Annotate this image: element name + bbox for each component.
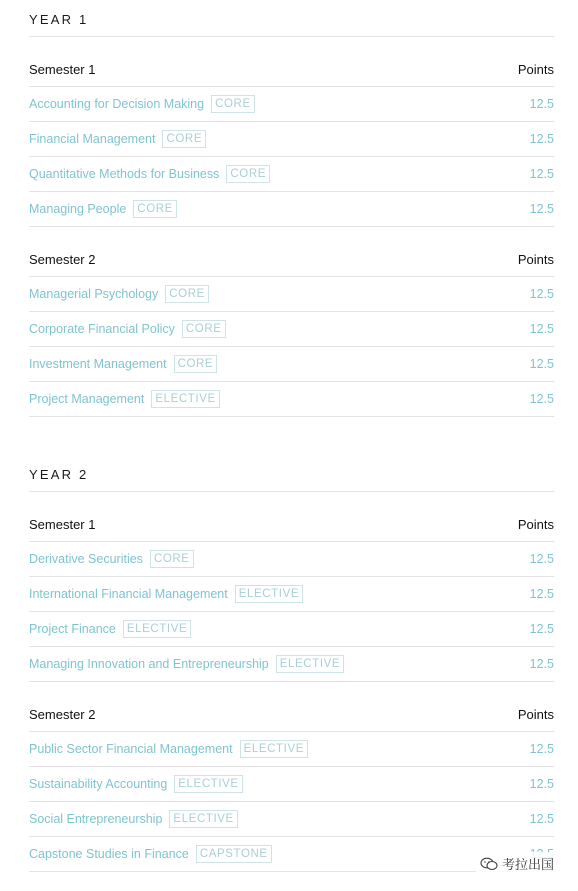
course-row [29, 122, 554, 157]
points-header: Points [517, 517, 554, 532]
year-1-section [29, 0, 554, 417]
course-link[interactable]: Project Finance [29, 622, 116, 636]
course-link[interactable]: Project Management [29, 392, 145, 406]
course-row [29, 87, 554, 122]
semester-label: Semester 2 [29, 707, 96, 722]
course-type-badge: CORE [211, 95, 255, 113]
semester-header [29, 37, 554, 87]
watermark [476, 852, 558, 875]
section-spacer [29, 417, 554, 455]
course-link[interactable]: Public Sector Financial Management [29, 742, 233, 756]
course-link[interactable]: Managerial Psychology [29, 287, 159, 301]
course-link[interactable]: Corporate Financial Policy [29, 322, 175, 336]
year-2-section [29, 455, 554, 872]
course-points: 12.5 [529, 167, 554, 181]
course-type-badge: CORE [133, 200, 177, 218]
watermark-text: 考拉出国 [501, 857, 554, 872]
course-row [29, 802, 554, 837]
course-points: 12.5 [529, 287, 554, 301]
course-points: 12.5 [529, 587, 554, 601]
year-title: YEAR 1 [29, 0, 554, 37]
course-points: 12.5 [529, 777, 554, 791]
course-row [29, 277, 554, 312]
course-type-badge: ELECTIVE [276, 655, 344, 673]
semester-header [29, 682, 554, 732]
semester-header [29, 227, 554, 277]
course-link[interactable]: Sustainability Accounting [29, 777, 168, 791]
course-type-badge: CORE [162, 130, 206, 148]
course-points: 12.5 [529, 392, 554, 406]
course-type-badge: ELECTIVE [123, 620, 191, 638]
course-type-badge: ELECTIVE [169, 810, 237, 828]
points-header: Points [517, 707, 554, 722]
course-link[interactable]: Accounting for Decision Making [29, 97, 205, 111]
course-points: 12.5 [529, 202, 554, 216]
course-points: 12.5 [529, 622, 554, 636]
course-points: 12.5 [529, 742, 554, 756]
course-type-badge: CORE [226, 165, 270, 183]
course-row [29, 157, 554, 192]
course-points: 12.5 [529, 357, 554, 371]
course-row [29, 347, 554, 382]
course-type-badge: ELECTIVE [235, 585, 303, 603]
points-header: Points [517, 62, 554, 77]
semester-label: Semester 1 [29, 517, 96, 532]
semester-header [29, 492, 554, 542]
course-points: 12.5 [529, 657, 554, 671]
course-link[interactable]: Managing Innovation and Entrepreneurship [29, 657, 269, 671]
course-row [29, 312, 554, 347]
course-type-badge: ELECTIVE [174, 775, 242, 793]
course-type-badge: CORE [174, 355, 218, 373]
course-link[interactable]: Investment Management [29, 357, 167, 371]
wechat-icon [480, 857, 498, 871]
course-row [29, 542, 554, 577]
course-type-badge: ELECTIVE [151, 390, 219, 408]
year-title: YEAR 2 [29, 455, 554, 492]
course-points: 12.5 [529, 132, 554, 146]
course-structure [29, 0, 554, 872]
course-row [29, 732, 554, 767]
course-points: 12.5 [529, 552, 554, 566]
course-row [29, 612, 554, 647]
course-link[interactable]: International Financial Management [29, 587, 228, 601]
course-link[interactable]: Financial Management [29, 132, 156, 146]
course-row [29, 647, 554, 682]
course-link[interactable]: Quantitative Methods for Business [29, 167, 220, 181]
course-row [29, 192, 554, 227]
course-row [29, 767, 554, 802]
semester-label: Semester 1 [29, 62, 96, 77]
course-points: 12.5 [529, 97, 554, 111]
course-type-badge: CORE [150, 550, 194, 568]
course-link[interactable]: Derivative Securities [29, 552, 143, 566]
course-link[interactable]: Capstone Studies in Finance [29, 847, 189, 861]
semester-label: Semester 2 [29, 252, 96, 267]
course-type-badge: CORE [182, 320, 226, 338]
course-type-badge: CAPSTONE [196, 845, 272, 863]
course-type-badge: CORE [165, 285, 209, 303]
course-row [29, 577, 554, 612]
points-header: Points [517, 252, 554, 267]
course-type-badge: ELECTIVE [240, 740, 308, 758]
course-points: 12.5 [529, 322, 554, 336]
course-points: 12.5 [529, 812, 554, 826]
course-link[interactable]: Managing People [29, 202, 127, 216]
course-row [29, 382, 554, 417]
course-link[interactable]: Social Entrepreneurship [29, 812, 163, 826]
